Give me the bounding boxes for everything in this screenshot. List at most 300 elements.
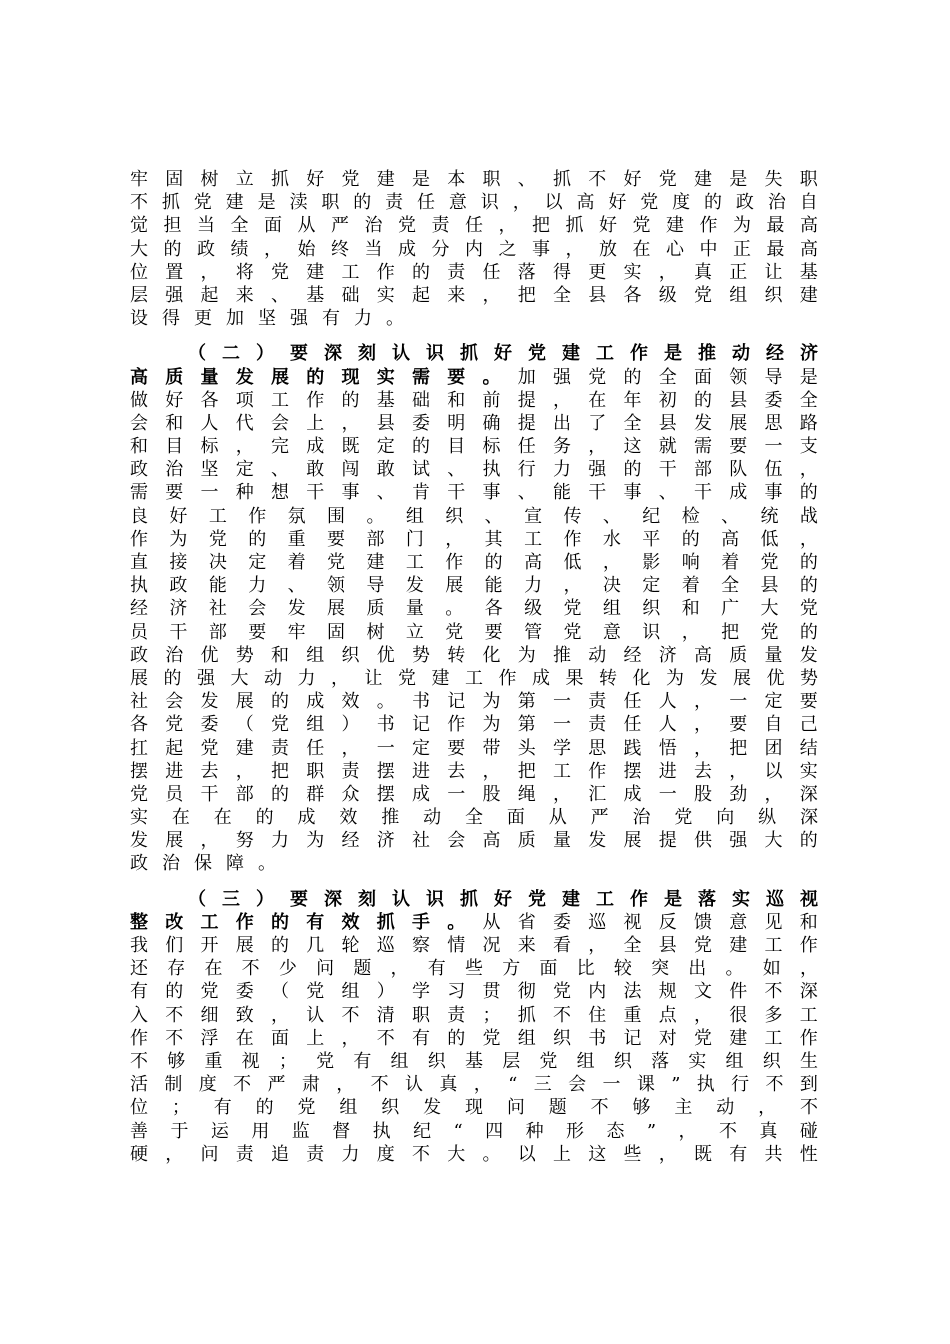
text-char: 着	[721, 552, 740, 573]
text-char: 况	[482, 935, 501, 956]
text-char: 几	[306, 935, 325, 956]
text-char: 到	[799, 1074, 818, 1096]
text-char: 优	[200, 644, 219, 666]
text-char: 自	[799, 192, 818, 214]
text-char: 职	[321, 192, 340, 214]
text-char: 内	[465, 238, 483, 260]
text-char: 确	[482, 412, 501, 434]
text-char: 工	[524, 528, 543, 550]
text-line	[130, 713, 818, 736]
text-char: 作	[799, 1027, 818, 1049]
text-char: 、	[271, 459, 289, 481]
text-char: 执	[130, 575, 148, 597]
text-char: 认	[392, 343, 410, 365]
text-char: 二	[222, 343, 240, 365]
text-char: 刻	[358, 343, 376, 365]
text-char: 委	[200, 714, 219, 736]
text-line	[130, 737, 818, 760]
text-char: 社	[208, 598, 227, 620]
text-char: 刻	[358, 888, 376, 910]
text-char: 工	[764, 1027, 783, 1049]
text-char: 清	[376, 1004, 395, 1026]
text-char: 成	[398, 238, 416, 260]
text-char: 不	[165, 1004, 184, 1026]
text-char: 作	[563, 528, 582, 550]
text-char: 各	[130, 714, 148, 736]
text-char: 来	[235, 284, 254, 306]
text-char: 深	[324, 888, 342, 910]
text-char: 效	[341, 691, 360, 713]
text-char: 经	[130, 598, 148, 620]
text-char: 全	[465, 807, 483, 829]
document-page	[130, 168, 818, 1166]
text-char: 社	[412, 830, 430, 852]
text-char: 展	[733, 667, 751, 689]
text-char: 展	[623, 830, 642, 852]
text-char: 不	[130, 1050, 148, 1072]
text-char: 的	[694, 389, 712, 411]
text-line	[130, 214, 818, 237]
text-char: 基	[464, 1050, 483, 1072]
text-char: 政	[169, 575, 188, 597]
text-char: 县	[760, 575, 779, 597]
text-char: 股	[482, 783, 501, 805]
text-char: 基	[376, 389, 395, 411]
text-line	[130, 412, 818, 435]
text-char: 头	[517, 737, 536, 759]
text-char: 建	[729, 935, 748, 956]
text-char: 为	[517, 644, 536, 666]
text-char: 深	[799, 783, 818, 805]
text-char: 力	[524, 575, 543, 597]
text-char: 执	[482, 459, 501, 481]
text-char: 出	[688, 958, 707, 980]
text-char: 作	[248, 505, 267, 527]
text-char: 的	[271, 691, 289, 713]
text-char: 有	[306, 911, 325, 933]
text-char: 把	[517, 284, 536, 306]
text-char: 强	[729, 830, 748, 852]
text-char: 发	[423, 1097, 442, 1119]
text-line	[130, 435, 818, 458]
text-char: 年	[623, 389, 642, 411]
text-char: 党	[632, 215, 651, 237]
text-line	[130, 911, 818, 934]
text-char: 县	[658, 412, 677, 434]
text-char: 反	[658, 911, 677, 933]
text-char: 、	[287, 575, 306, 597]
text-char: 。	[386, 308, 404, 330]
text-char: 种	[235, 482, 254, 504]
text-char: 加	[517, 366, 536, 388]
text-char: ，	[498, 215, 517, 237]
text-char: 扛	[130, 737, 148, 759]
text-char: 提	[517, 412, 536, 434]
text-char: ，	[200, 830, 219, 852]
text-char: 导	[366, 575, 385, 597]
text-char: 责	[447, 1004, 466, 1026]
text-char: 态	[606, 1120, 625, 1142]
text-char: 展	[130, 667, 148, 689]
text-char: 队	[729, 459, 748, 481]
text-line	[130, 389, 818, 412]
text-char: 、	[517, 482, 536, 504]
text-char: 整	[130, 911, 148, 933]
text-char: 情	[447, 935, 466, 956]
text-char: 经	[341, 830, 360, 852]
text-char: 、	[271, 284, 289, 306]
text-char: 觉	[130, 215, 148, 237]
text-char: 以	[517, 1143, 536, 1165]
text-char: 势	[412, 644, 430, 666]
text-char: 不	[233, 1074, 252, 1096]
text-char: 突	[651, 958, 670, 980]
text-char: 工	[208, 505, 227, 527]
text-char: 的	[248, 528, 267, 550]
text-char: 治	[632, 807, 651, 829]
text-char: ，	[694, 737, 712, 759]
text-char: 党	[563, 598, 582, 620]
text-char: 平	[642, 528, 661, 550]
text-char: 面	[264, 215, 282, 237]
text-char: 去	[447, 760, 466, 782]
text-char: 员	[165, 783, 184, 805]
text-char: ，	[658, 1143, 677, 1165]
text-char: 领	[729, 366, 748, 388]
text-char: 组	[725, 1050, 744, 1072]
text-char: ，	[482, 760, 501, 782]
text-char: 建	[729, 1027, 748, 1049]
text-char: ，	[512, 192, 531, 214]
text-char: 工	[596, 343, 614, 365]
text-char: 在	[632, 238, 651, 260]
text-line	[130, 551, 818, 574]
text-char: 件	[729, 981, 748, 1003]
text-line	[130, 342, 818, 365]
text-char: 力	[354, 308, 372, 330]
text-char: ，	[588, 935, 607, 956]
text-char: 目	[165, 436, 184, 458]
text-char: 活	[130, 1074, 148, 1096]
text-char: 党	[694, 935, 712, 956]
text-char: 肯	[412, 482, 430, 504]
text-char: 成	[297, 807, 316, 829]
text-char: 标	[482, 436, 501, 458]
text-char: 就	[658, 436, 677, 458]
text-char: ，	[678, 1120, 697, 1142]
text-char: 牢	[130, 169, 148, 190]
text-char: 党	[297, 1097, 316, 1119]
text-char: 好	[306, 169, 325, 190]
text-char: 有	[729, 1143, 748, 1165]
text-char: 委	[553, 911, 571, 933]
text-char: 织	[381, 1097, 400, 1119]
text-char: 效	[339, 807, 358, 829]
text-char: 发	[405, 575, 424, 597]
text-char: 果	[565, 667, 584, 689]
text-char: 牢	[287, 621, 306, 643]
text-char: 党	[553, 981, 571, 1003]
text-char: 在	[204, 958, 223, 980]
text-char: 起	[412, 284, 430, 306]
text-char: 、	[602, 505, 621, 527]
text-char: 和	[447, 389, 466, 411]
text-char: 要	[729, 714, 748, 736]
text-char: 让	[364, 667, 383, 689]
text-char: 、	[658, 482, 677, 504]
text-char: 、	[376, 482, 395, 504]
text-char: 的	[412, 261, 430, 283]
text-char: 内	[588, 981, 607, 1003]
text-char: 抓	[271, 169, 289, 190]
text-char: 设	[130, 308, 148, 330]
text-char: 。	[482, 1143, 501, 1165]
text-char: 高	[800, 238, 818, 260]
text-char: 严	[267, 1074, 286, 1096]
text-char: 和	[271, 644, 289, 666]
text-char: 题	[353, 958, 372, 980]
text-char: 分	[431, 238, 450, 260]
text-char: 强	[553, 366, 571, 388]
text-char: 和	[130, 436, 148, 458]
text-char: 发	[699, 667, 718, 689]
text-char: 课	[636, 1074, 655, 1096]
text-char: 组	[390, 1050, 409, 1072]
text-char: 组	[306, 644, 325, 666]
text-char: 本	[447, 169, 466, 190]
text-char: 得	[162, 308, 180, 330]
text-char: 建	[562, 343, 580, 365]
text-char: 为	[482, 691, 501, 713]
text-char: 党	[539, 1050, 558, 1072]
text-char: 治	[165, 644, 184, 666]
text-char: 立	[235, 169, 254, 190]
text-char: 础	[412, 389, 430, 411]
text-char: 真	[759, 1120, 778, 1142]
text-char: 运	[210, 1120, 229, 1142]
text-char: 会	[568, 1074, 587, 1096]
text-char: 性	[799, 1143, 818, 1165]
text-char: 影	[642, 552, 661, 573]
text-char: 不	[412, 1143, 430, 1165]
text-char: 如	[762, 958, 781, 980]
text-char: ；	[278, 1050, 297, 1072]
text-char: 抓	[553, 169, 571, 190]
text-char: 低	[563, 552, 582, 573]
text-char: 好	[169, 505, 188, 527]
text-line	[130, 284, 818, 307]
text-char: 从	[548, 807, 567, 829]
text-line	[130, 1027, 818, 1050]
text-char: 一	[553, 714, 571, 736]
text-char: 能	[484, 575, 503, 597]
text-char: 细	[200, 1004, 219, 1026]
text-char: 责	[431, 215, 450, 237]
text-char: 点	[658, 1004, 677, 1026]
text-char: 入	[130, 1004, 148, 1026]
text-char: 、	[447, 459, 466, 481]
text-char: 好	[494, 888, 512, 910]
text-char: 中	[699, 238, 718, 260]
text-char: 事	[341, 482, 360, 504]
text-char: 党	[271, 261, 289, 283]
text-char: 实	[623, 261, 642, 283]
text-char: 识	[642, 621, 661, 643]
text-char: 认	[405, 1074, 423, 1096]
text-char: 成	[623, 783, 642, 805]
text-char: 济	[376, 830, 395, 852]
text-char: 彻	[517, 981, 536, 1003]
text-char: 委	[764, 389, 783, 411]
text-char: 纵	[758, 807, 777, 829]
text-char: 坚	[258, 308, 276, 330]
text-char: 实	[376, 284, 395, 306]
text-char: 摆	[376, 783, 395, 805]
text-char: 一	[729, 691, 748, 713]
text-char: 纪	[642, 505, 661, 527]
text-char: ，	[694, 691, 712, 713]
text-char: 固	[165, 169, 184, 190]
text-char: ；	[171, 1097, 190, 1119]
text-line	[130, 191, 818, 214]
text-char: 工	[596, 888, 614, 910]
text-char: 做	[130, 389, 148, 411]
text-char: 是	[799, 366, 818, 388]
text-char: 终	[331, 238, 349, 260]
text-char: 提	[517, 389, 536, 411]
text-char: 想	[271, 482, 289, 504]
text-char: 践	[623, 737, 642, 759]
text-char: 作	[630, 343, 648, 365]
text-char: 责	[447, 261, 466, 283]
text-char: 优	[376, 644, 395, 666]
text-char: 政	[130, 459, 148, 481]
text-char: 工	[553, 760, 571, 782]
text-char: 来	[447, 284, 466, 306]
text-char: 第	[517, 691, 536, 713]
text-char: 职	[482, 169, 501, 190]
text-char: 大	[760, 598, 779, 620]
text-char: 代	[235, 412, 254, 434]
text-char: 敢	[376, 459, 395, 481]
text-char: ，	[264, 238, 282, 260]
text-char: 责	[306, 1143, 325, 1165]
text-char: 战	[799, 505, 818, 527]
text-char: 面	[539, 958, 558, 980]
text-char: 坚	[200, 459, 219, 481]
text-char: 织	[427, 1050, 446, 1072]
text-char: 执	[696, 1074, 715, 1096]
text-char: 不	[370, 1074, 389, 1096]
text-char: 转	[599, 667, 617, 689]
text-char: 。	[258, 853, 276, 875]
text-char: 多	[764, 1004, 783, 1026]
text-char: 事	[482, 482, 501, 504]
text-char: 力	[271, 830, 289, 852]
text-char: 作	[445, 552, 464, 573]
text-char: 量	[553, 830, 571, 852]
text-char: 组	[602, 598, 621, 620]
text-char: 贯	[482, 981, 501, 1003]
text-char: 县	[729, 389, 748, 411]
text-char: 干	[694, 482, 712, 504]
text-char: 好	[599, 215, 617, 237]
text-char: 大	[130, 238, 148, 260]
text-char: 好	[494, 343, 512, 365]
text-char: 把	[729, 737, 748, 759]
text-char: 一	[602, 1074, 621, 1096]
text-char: 传	[563, 505, 582, 527]
text-char: 干	[306, 482, 325, 504]
text-char: 落	[651, 1050, 670, 1072]
text-char: 政	[735, 192, 754, 214]
text-char: 实	[799, 760, 818, 782]
text-char: 见	[764, 911, 783, 933]
text-char: 责	[588, 691, 607, 713]
text-char: “	[508, 1074, 518, 1096]
text-char: 更	[588, 261, 607, 283]
text-char: “	[453, 1120, 463, 1142]
text-char: 的	[704, 192, 723, 214]
text-char: 最	[766, 238, 785, 260]
text-char: 强	[290, 308, 308, 330]
text-line	[130, 458, 818, 481]
text-char: 需	[412, 366, 430, 388]
text-char: 己	[799, 714, 818, 736]
text-char: 、	[484, 505, 503, 527]
text-char: 质	[517, 830, 536, 852]
text-char: 县	[588, 284, 607, 306]
text-char: 任	[482, 261, 501, 283]
text-char: 为	[666, 667, 684, 689]
text-char: ）	[256, 888, 274, 910]
text-char: 抓	[460, 888, 478, 910]
text-char: 作	[799, 935, 818, 956]
text-line	[130, 644, 818, 667]
text-char: 以	[544, 192, 563, 214]
text-char: 要	[248, 621, 267, 643]
text-char: 巡	[588, 911, 607, 933]
text-char: 保	[194, 853, 212, 875]
text-char: 的	[255, 807, 274, 829]
text-char: ）	[256, 343, 274, 365]
text-char: 责	[385, 192, 404, 214]
text-char: 治	[162, 853, 180, 875]
text-char: ，	[799, 459, 818, 481]
text-char: 路	[799, 412, 818, 434]
text-char: 优	[766, 667, 785, 689]
text-char: ；	[482, 1004, 501, 1026]
text-char: 动	[732, 343, 750, 365]
text-char: 动	[423, 807, 442, 829]
text-char: 员	[130, 621, 148, 643]
text-char: 县	[376, 412, 395, 434]
text-char: 股	[694, 783, 712, 805]
text-char: 强	[588, 459, 607, 481]
text-char: ，	[799, 528, 818, 550]
text-char: 提	[658, 830, 677, 852]
text-char: 事	[623, 482, 642, 504]
text-line	[130, 980, 818, 1003]
text-line	[130, 1073, 818, 1096]
text-char: 展	[271, 366, 289, 388]
text-char: 。	[482, 366, 501, 388]
text-char: 党	[658, 169, 677, 190]
text-char: 是	[664, 888, 682, 910]
text-char: 定	[642, 575, 661, 597]
text-char: 基	[306, 284, 325, 306]
text-char: 第	[517, 714, 536, 736]
